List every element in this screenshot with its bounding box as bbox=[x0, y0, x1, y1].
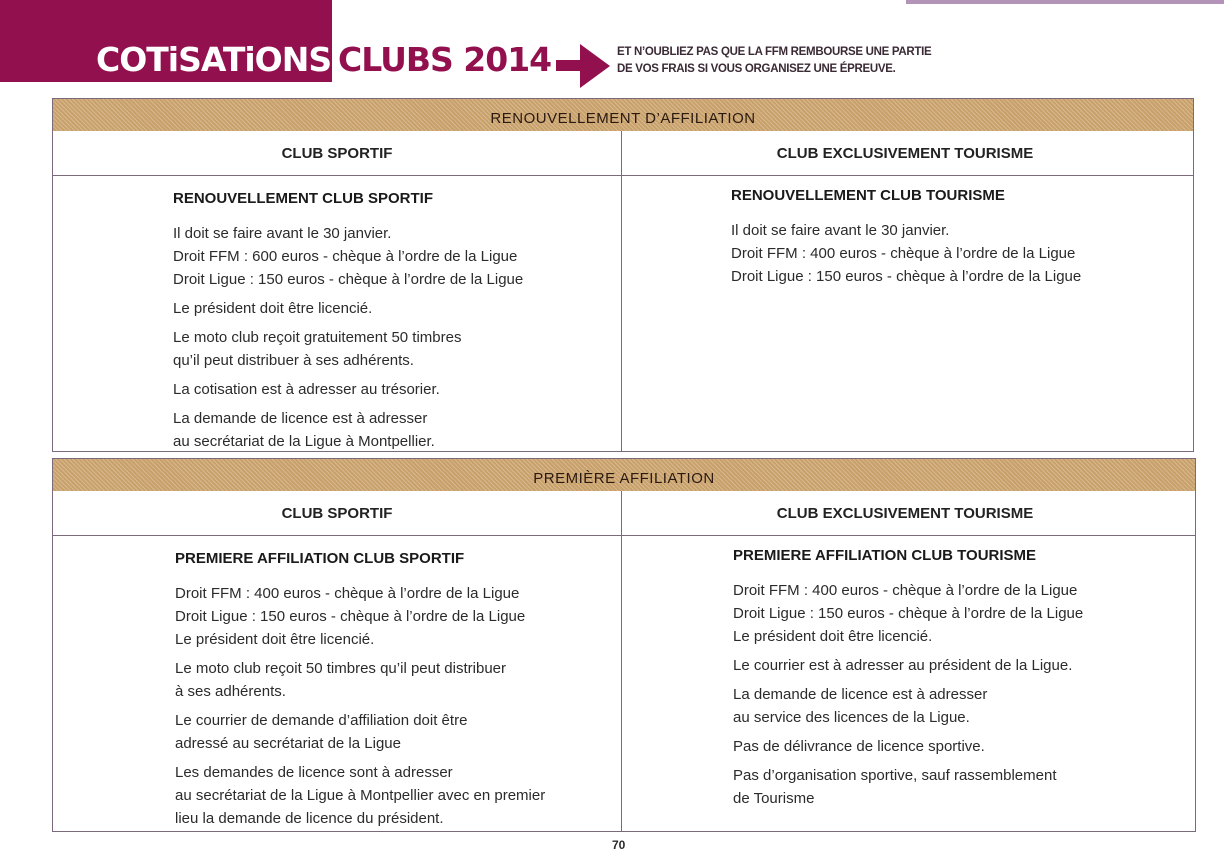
text-line: au secrétariat de la Ligue à Montpellier avec en premier bbox=[175, 787, 546, 804]
text-line: Droit FFM : 400 euros - chèque à l’ordre de la Ligue bbox=[731, 245, 1076, 262]
text-line: adressé au secrétariat de la Ligue bbox=[175, 735, 401, 752]
text-line: Le moto club reçoit 50 timbres qu’il peut distribuer bbox=[175, 660, 506, 677]
renouvellement-sportif-content bbox=[173, 187, 613, 453]
text-line: Le président doit être licencié. bbox=[733, 628, 933, 645]
text-line: Le président doit être licencié. bbox=[173, 300, 373, 317]
subsection-title: PREMIERE AFFILIATION CLUB SPORTIF bbox=[175, 550, 465, 567]
text-line: Le courrier est à adresser au président de la Ligue. bbox=[733, 657, 1073, 674]
text-line: Les demandes de licence sont à adresser bbox=[175, 764, 453, 781]
text-line: au service des licences de la Ligue. bbox=[733, 709, 970, 726]
text-line: La cotisation est à adresser au trésorier. bbox=[173, 381, 440, 398]
text-line: Il doit se faire avant le 30 janvier. bbox=[731, 222, 950, 239]
right-arrow-icon bbox=[556, 44, 612, 88]
text-line: lieu la demande de licence du président. bbox=[175, 810, 444, 827]
text-line: Droit Ligue : 150 euros - chèque à l’ordre de la Ligue bbox=[731, 268, 1082, 285]
text-line: Le courrier de demande d’affiliation doit être bbox=[175, 712, 468, 729]
premiere-sportif-content bbox=[175, 547, 615, 830]
text-line: Le président doit être licencié. bbox=[175, 631, 375, 648]
section-banner: RENOUVELLEMENT D’AFFILIATION bbox=[53, 99, 1193, 131]
column-divider bbox=[621, 131, 622, 451]
page-title-part2: CLUBS 2014 bbox=[338, 40, 552, 79]
text-line: La demande de licence est à adresser bbox=[173, 410, 428, 427]
section-renouvellement bbox=[52, 98, 1194, 452]
text-line: qu’il peut distribuer à ses adhérents. bbox=[173, 352, 414, 369]
column-header-club-tourisme: CLUB EXCLUSIVEMENT TOURISME bbox=[776, 505, 1034, 522]
text-line: Droit FFM : 400 euros - chèque à l’ordre de la Ligue bbox=[733, 582, 1078, 599]
header-note bbox=[617, 44, 977, 78]
renouvellement-tourisme-content bbox=[731, 184, 1181, 288]
subsection-title: PREMIERE AFFILIATION CLUB TOURISME bbox=[733, 547, 1037, 564]
text-line: Il doit se faire avant le 30 janvier. bbox=[173, 225, 392, 242]
top-decor-strip bbox=[906, 0, 1224, 4]
header-note-line2: DE VOS FRAIS SI VOUS ORGANISEZ UNE ÉPREUVE. bbox=[617, 63, 896, 75]
column-header-club-sportif: CLUB SPORTIF bbox=[281, 145, 393, 162]
column-header-club-sportif: CLUB SPORTIF bbox=[281, 505, 393, 522]
column-header-club-tourisme: CLUB EXCLUSIVEMENT TOURISME bbox=[776, 145, 1034, 162]
subsection-title: RENOUVELLEMENT CLUB SPORTIF bbox=[173, 190, 434, 207]
text-line: Droit Ligue : 150 euros - chèque à l’ordre de la Ligue bbox=[175, 608, 526, 625]
text-line: Droit Ligue : 150 euros - chèque à l’ordre de la Ligue bbox=[173, 271, 524, 288]
text-line: Pas de délivrance de licence sportive. bbox=[733, 738, 985, 755]
text-line: au secrétariat de la Ligue à Montpellier. bbox=[173, 433, 435, 450]
text-line: Droit FFM : 600 euros - chèque à l’ordre de la Ligue bbox=[173, 248, 518, 265]
text-line: de Tourisme bbox=[733, 790, 815, 807]
text-line: La demande de licence est à adresser bbox=[733, 686, 988, 703]
text-line: Le moto club reçoit gratuitement 50 timbres bbox=[173, 329, 462, 346]
subsection-title: RENOUVELLEMENT CLUB TOURISME bbox=[731, 187, 1005, 204]
premiere-tourisme-content bbox=[733, 544, 1183, 810]
column-divider bbox=[621, 491, 622, 831]
page-number: 70 bbox=[612, 838, 626, 852]
text-line: Droit FFM : 400 euros - chèque à l’ordre de la Ligue bbox=[175, 585, 520, 602]
text-line: à ses adhérents. bbox=[175, 683, 286, 700]
text-line: Droit Ligue : 150 euros - chèque à l’ordre de la Ligue bbox=[733, 605, 1084, 622]
column-headers bbox=[53, 131, 1193, 176]
text-line: Pas d’organisation sportive, sauf rassemblement bbox=[733, 767, 1057, 784]
header-note-line1: ET N’OUBLIEZ PAS QUE LA FFM REMBOURSE UNE PARTIE bbox=[617, 46, 932, 58]
section-banner: PREMIÈRE AFFILIATION bbox=[53, 459, 1195, 491]
page-title-part1: COTiSATiONS bbox=[96, 40, 332, 79]
section-premiere-affiliation bbox=[52, 458, 1196, 832]
column-headers bbox=[53, 491, 1195, 536]
